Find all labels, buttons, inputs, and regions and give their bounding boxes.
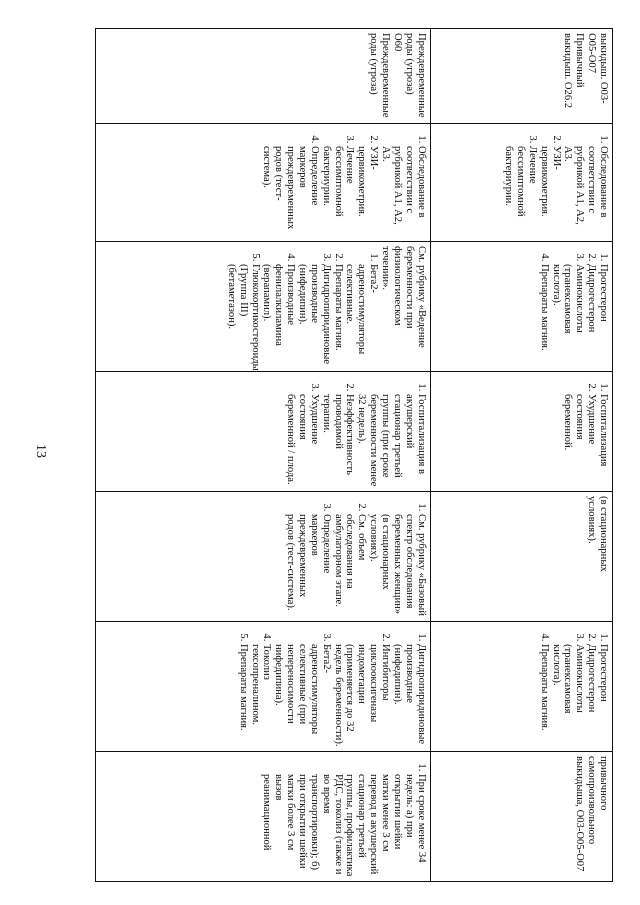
list-item: 3. Ухудшение состояния беременной / плода. xyxy=(284,394,320,487)
numbered-list xyxy=(225,246,380,371)
list-item: 3. Дигидропиридиновые производные (нифедипин). xyxy=(296,264,332,367)
numbered-list xyxy=(538,246,609,367)
list-item: 3. Лечение бессимптомной бактериурии. xyxy=(502,146,538,237)
cell-text: привычного самопроизвольного выкидыша, О03-О05-О07 xyxy=(574,756,609,872)
list-item: 2. См. объем обследования на амбулаторном этапе. xyxy=(332,514,368,617)
numbered-list xyxy=(237,626,427,747)
table-cell xyxy=(430,752,612,882)
list-item: 3. Определение маркеров преждевременных родов (тест-система). xyxy=(284,514,331,617)
table-cell xyxy=(430,492,612,622)
clinical-protocol-table-container xyxy=(95,28,613,881)
list-item: 1. См. рубрику «Базовый спектр обследования беременных женщин» (в стационарных условиях). xyxy=(367,514,426,617)
list-item: 5. Глюкокортикостероиды (Группа III) (бетаметазон). xyxy=(225,264,261,367)
numbered-list xyxy=(261,756,427,877)
list-item: 1. Обследование в соответствии с рубрикой А1, А2, А3. xyxy=(562,146,609,237)
list-item: 5. Препараты магния. xyxy=(237,644,249,747)
list-item: 1. Дигидропиридиновые производные (нифедипин). xyxy=(391,644,427,747)
table-cell xyxy=(96,622,431,752)
list-item: 2. Ингибиторы циклооксигеназы индометацин (применяется до 32 недель беременности). xyxy=(332,644,391,747)
cell-paragraph: выкидыш. О03-О05-О07 xyxy=(586,33,609,104)
cell-intro: См. рубрику «Ведение беременности при физиологическом течении». xyxy=(380,246,427,348)
list-item: 1. При сроке менее 34 недель: а) при открытии шейки матки менее 3 см перевод в акушерский стационар третьей группы, профилактика РДС, токолиз (также и во время транспортировки); б) при открытии шейки матки более 3 см вызов реанимационной xyxy=(261,774,427,877)
list-item: 1. Прогестерон xyxy=(597,644,609,747)
table-cell xyxy=(430,242,612,372)
list-item: 2. Ухудшение состояния беременной. xyxy=(562,394,598,487)
list-item: 3. Аминокислоты (транексамовая кислота). xyxy=(550,644,586,747)
list-item: 2. Препараты магния. xyxy=(332,264,344,367)
list-item: 4. Препараты магния. xyxy=(538,644,550,747)
numbered-list xyxy=(502,128,609,237)
page-number: 13 xyxy=(33,444,48,458)
list-item: 4. Токолиз гексопреналином. xyxy=(249,644,273,747)
clinical-protocol-table xyxy=(95,28,613,882)
table-cell xyxy=(430,622,612,752)
table-cell xyxy=(96,124,431,242)
cell-paragraph: О60 Преждевременные роды (угроза) xyxy=(368,33,403,118)
list-item: 4. Определение маркеров преждевременных родов (тест-система). xyxy=(261,146,320,237)
table-cell xyxy=(96,372,431,492)
table-cell xyxy=(96,29,431,124)
table-cell xyxy=(430,29,612,124)
numbered-list xyxy=(261,128,427,237)
list-item: 2. Неэффективность проводимой терапии. xyxy=(320,394,356,487)
cell-paragraph: Преждевременные роды (угроза) xyxy=(403,33,427,118)
table-cell xyxy=(96,492,431,622)
table-cell xyxy=(430,372,612,492)
list-item: 2. УЗИ-цервикометрия. xyxy=(538,146,562,237)
table-row xyxy=(430,29,612,882)
table-cell xyxy=(430,124,612,242)
cell-paragraph: Привычный выкидыш. О26.2 xyxy=(562,33,586,109)
list-item: 1. Прогестерон xyxy=(597,264,609,367)
list-item: 2. УЗИ-цервикометрия. xyxy=(355,146,379,237)
list-item: 3. Бета2-адреностимуляторы селективные (при непереносимости нифедипина). xyxy=(272,644,331,747)
list-item: 2. Дидрогестерон xyxy=(585,264,597,367)
list-item: 1. Бета2-адреностимуляторы селективные. xyxy=(344,264,380,367)
list-item: 3. Лечение бессимптомной бактериурии. xyxy=(320,146,356,237)
table-cell xyxy=(96,242,431,372)
list-item: 1. Обследование в соответствии с рубрикой А1, А2, А3. xyxy=(379,146,426,237)
numbered-list xyxy=(284,376,426,487)
list-item: 3. Аминокислоты (транексамовая кислота). xyxy=(550,264,586,367)
numbered-list xyxy=(284,496,426,617)
list-item: 4. Препараты магния. xyxy=(538,264,550,367)
numbered-list xyxy=(538,626,609,747)
list-item: 2. Дидрогестерон xyxy=(585,644,597,747)
table-row xyxy=(96,29,431,882)
numbered-list xyxy=(562,376,609,487)
list-item: 1. Госпитализация в акушерский стационар третьей группы (при сроке беременности менее 32 недель). xyxy=(355,394,426,487)
list-item: 1. Госпитализация xyxy=(597,394,609,487)
table-cell xyxy=(96,752,431,882)
list-item: 4. Производные фенилалкиламина (верапамил). xyxy=(261,264,297,367)
cell-text: (в стационарных условиях). xyxy=(586,496,609,572)
